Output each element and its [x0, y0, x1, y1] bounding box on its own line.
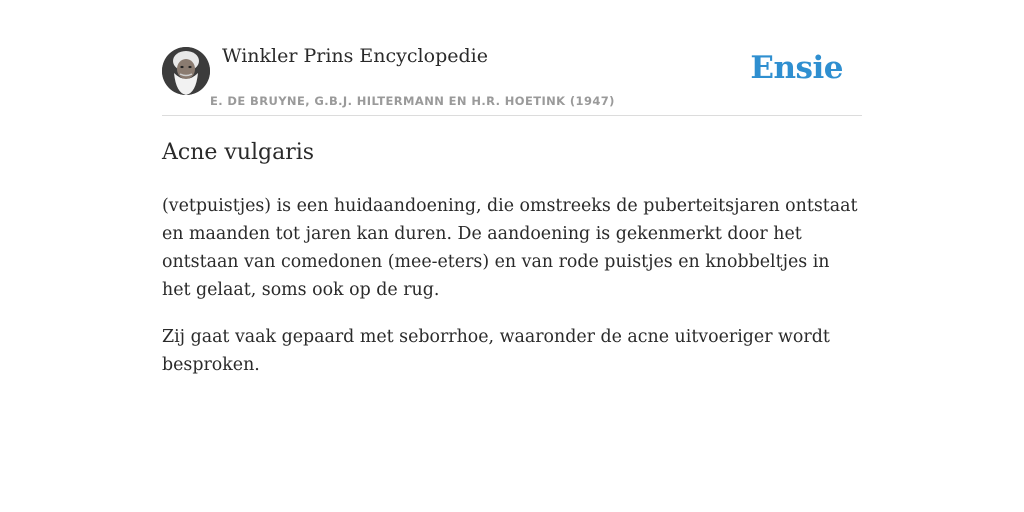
article-paragraph: (vetpuistjes) is een huidaandoening, die omstreeks de puberteitsjaren ontstaat en maanden tot jaren kan duren. De aandoening is gekenmerkt door het ontstaan van comedonen (mee-eters) en van rode puistjes en knobbeltjes in het gelaat, soms ook op de rug. — [162, 196, 858, 300]
author-portrait — [162, 47, 210, 95]
book-title[interactable]: Winkler Prins Encyclopedie — [222, 45, 488, 67]
authors-line: E. DE BRUYNE, G.B.J. HILTERMANN EN H.R. HOETINK (1947) — [210, 94, 615, 108]
header — [162, 0, 862, 116]
ensie-logo[interactable]: Ensie — [750, 50, 843, 86]
portrait-image — [162, 47, 210, 95]
article-paragraph: Zij gaat vaak gepaard met seborrhoe, waaronder de acne uitvoeriger wordt besproken. — [162, 327, 830, 375]
article-body — [162, 192, 862, 398]
article-title: Acne vulgaris — [162, 140, 315, 165]
